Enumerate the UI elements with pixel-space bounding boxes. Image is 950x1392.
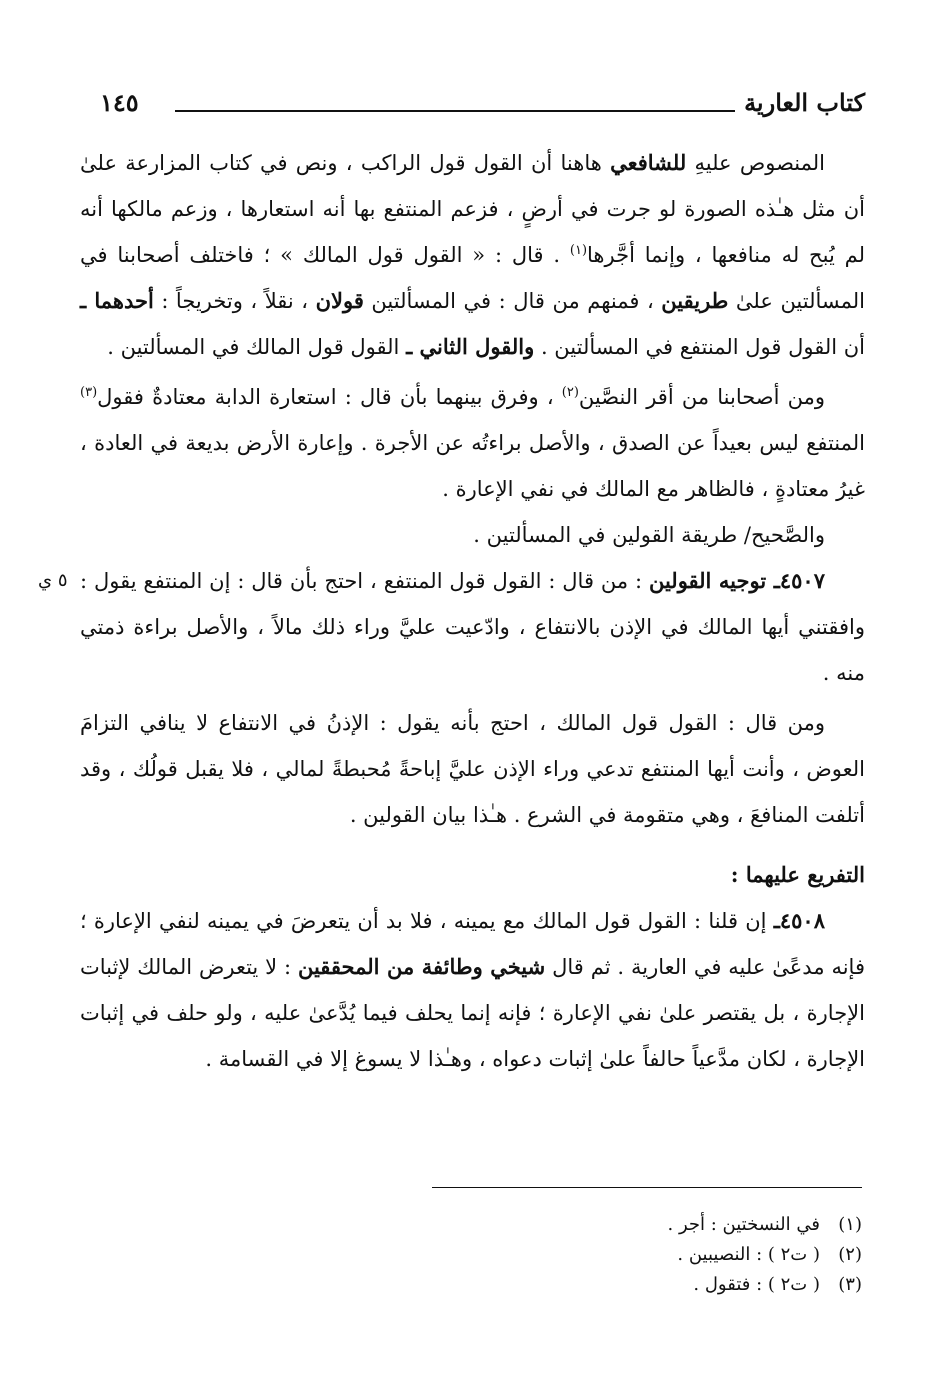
paragraph: [80, 374, 865, 512]
main-text: [80, 140, 865, 1082]
bold-run: قولان: [315, 288, 364, 313]
text-run: القول قول المالك في المسألتين .: [107, 335, 407, 359]
text-run: ، فمنهم من قال : في المسألتين: [363, 289, 662, 313]
paragraph: [80, 140, 865, 370]
margin-note: ٥ ي: [38, 570, 68, 591]
footnote: [362, 1270, 862, 1300]
footnote-text: ( ت٢ ) : النصيبين .: [677, 1244, 820, 1265]
text-run: ومن أصحابنا من أقر النصَّين: [578, 385, 825, 409]
section-number: ٤٥٠٧ـ توجيه القولين: [648, 568, 825, 593]
footnote-separator: [432, 1187, 862, 1188]
paragraph: والصَّحيح/ طريقة القولين في المسألتين .: [473, 523, 825, 547]
text-run: المنصوص عليهِ: [686, 151, 825, 175]
paragraph: [80, 898, 865, 1082]
page-header: [100, 88, 865, 128]
footnotes: [362, 1210, 862, 1300]
page-number: ١٤٥: [100, 88, 139, 117]
header-rule: [175, 110, 735, 112]
text-run: ، نقلاً ، وتخريجاً :: [153, 289, 316, 313]
footnote-number: (١): [838, 1214, 862, 1235]
running-title: كتاب العارية: [744, 88, 865, 117]
text-run: هاهنا أن القول قول الراكب ، ونص في كتاب المزارعة علىٰ أن مثل هـٰذه الصورة لو جرت في أرضٍ ، فزعم المنتفع بها أنه استعارها ، وزعم مالكها أنه لم يُبح له منافعها ، وإنما أجَّرها: [80, 151, 865, 267]
footnote: [362, 1210, 862, 1240]
text-run: : لا يتعرض المالك لإثبات الإجارة ، بل يقتصر علىٰ نفي الإعارة ؛ فإنه إنما يحلف فيما يُدَّعىٰ عليه ، ولو حلف في إثبات الإجارة ، لكان مدَّعياً حالفاً علىٰ إثبات دعواه ، وهـٰذا لا يسوغ إلا في القسامة .: [80, 955, 865, 1071]
footnote-text: ( ت٢ ) : فتقول .: [693, 1274, 820, 1295]
text-run: إن قلنا : القول قول المالك مع يمينه ، فلا بد أن يتعرضَ في يمينه لنفي الإعارة ؛ فإنه مدعًىٰ عليه في العارية . ثم قال: [80, 909, 865, 979]
footnote-number: (٢): [838, 1244, 862, 1265]
footnote-ref: (١): [569, 243, 588, 258]
footnote: [362, 1240, 862, 1270]
paragraph: [80, 558, 865, 696]
bold-run: طريقين: [661, 288, 729, 313]
bold-run: شيخي وطائفة من المحققين: [297, 954, 546, 979]
text-run: أن القول قول المنتفع في المسألتين .: [534, 335, 865, 359]
footnote-number: (٣): [838, 1274, 862, 1295]
paragraph: ومن قال : القول قول المالك ، احتج بأنه يقول : الإذنُ في الانتفاع لا ينافي التزامَ العوض ، وأنت أيها المنتفع تدعي وراء الإذن عليَّ إباحةً مُحبطةً لمالي ، فلا يقبل قولُك ، وقد أتلفت المنافعَ ، وهي متقومة في الشرع . هـٰذا بيان القولين .: [80, 711, 865, 827]
text-run: : من قال : القول قول المنتفع ، احتج بأن قال : إن المنتفع يقول : وافقتني أيها المالك في الإذن بالانتفاع ، وادّعيت عليَّ وراء ذلك مالاً ، والأصل براءة ذمتي منه .: [80, 569, 865, 685]
footnote-ref: (٢): [561, 385, 579, 400]
bold-run: أحدهما ـ: [80, 288, 154, 313]
footnote-text: في النسختين : أجر .: [667, 1214, 820, 1235]
section-heading: التفريع عليهما :: [730, 862, 865, 887]
section-number: ٤٥٠٨ـ: [773, 908, 825, 933]
text-run: ، وفرق بينهما بأن قال : استعارة الدابة معتادةٌ فقول: [97, 385, 562, 409]
footnote-ref: (٣): [80, 385, 98, 400]
text-run: المنتفع ليس بعيداً عن الصدق ، والأصل براءتُه عن الأجرة . وإعارة الأرض بديعة في العادة ، غيرُ معتادةٍ ، فالظاهر مع المالك في نفي الإعارة .: [80, 431, 865, 501]
bold-run: والقول الثاني ـ: [406, 334, 535, 359]
text-run: . قال : « القول قول المالك » ؛ فاختلف أصحابنا في المسألتين علىٰ: [80, 243, 866, 313]
bold-run: للشافعي: [610, 150, 687, 175]
